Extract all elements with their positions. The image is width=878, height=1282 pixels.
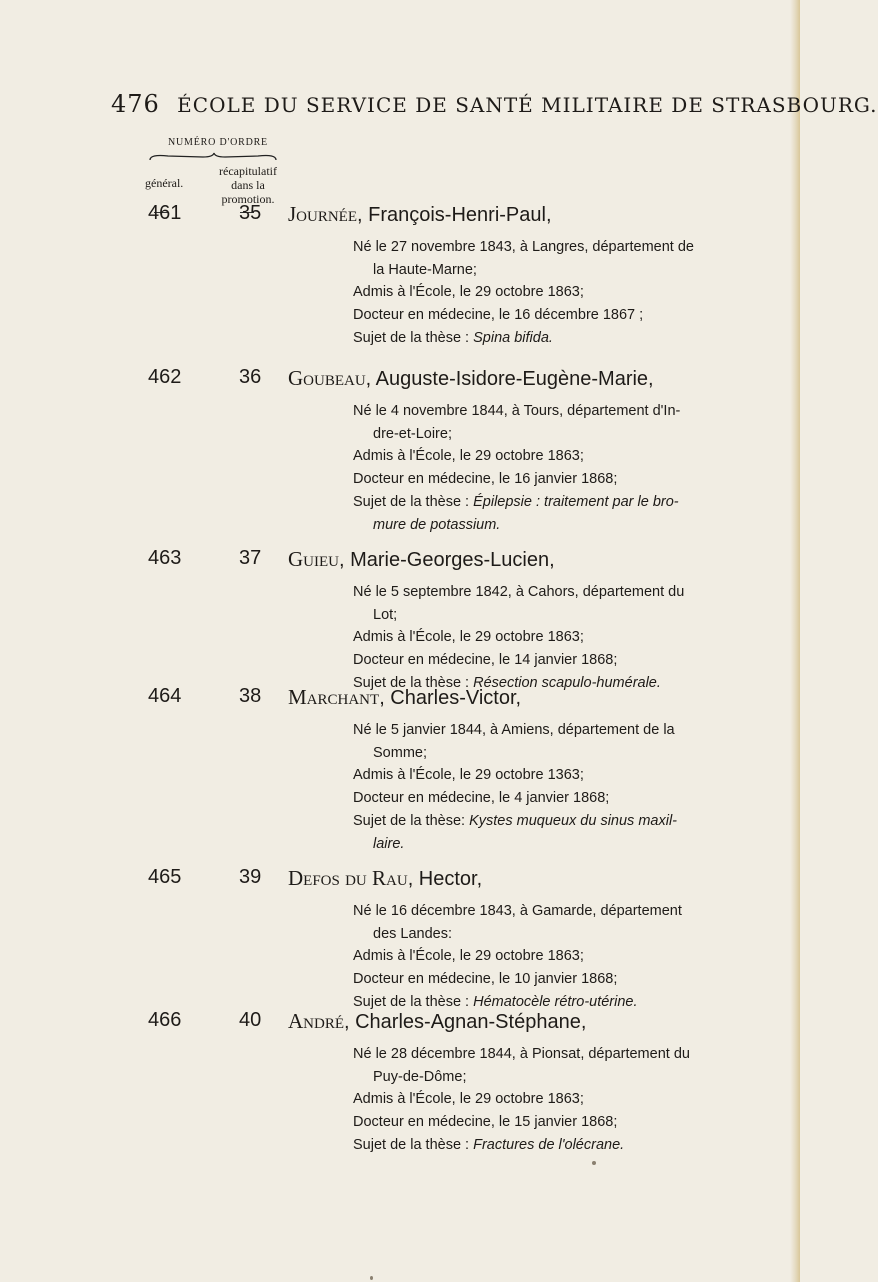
entry-details bbox=[353, 236, 743, 350]
surname: Guieu bbox=[288, 547, 339, 571]
thesis-line bbox=[353, 327, 743, 350]
detail-line: des Landes: bbox=[373, 925, 453, 942]
entry-details bbox=[353, 719, 743, 855]
promotion-number: 40 bbox=[239, 1009, 262, 1031]
detail-line: Docteur en médecine, le 16 décembre 1867 ; bbox=[353, 307, 644, 324]
ink-speck bbox=[370, 1276, 373, 1280]
thesis-line bbox=[353, 1134, 743, 1157]
ink-speck bbox=[592, 1161, 596, 1165]
given-names: , Charles-Victor, bbox=[379, 687, 522, 709]
given-names: , Charles-Agnan-Stéphane, bbox=[344, 1011, 587, 1033]
page-number: 476 bbox=[111, 90, 160, 118]
column-promotion-line: promotion. bbox=[221, 192, 275, 206]
detail-line: Docteur en médecine, le 4 janvier 1868; bbox=[353, 790, 610, 807]
general-number: 462 bbox=[148, 366, 182, 388]
column-group-heading: NUMÉRO D'ORDRE bbox=[168, 137, 268, 148]
general-number: 465 bbox=[148, 866, 182, 888]
detail-line: Admis à l'École, le 29 octobre 1863; bbox=[353, 284, 584, 301]
promotion-number: 37 bbox=[239, 547, 262, 569]
general-number: 466 bbox=[148, 1009, 182, 1031]
thesis-prefix: Sujet de la thèse: bbox=[353, 812, 470, 829]
detail-line: Né le 16 décembre 1843, à Gamarde, département bbox=[353, 903, 682, 919]
detail-line: Né le 5 septembre 1842, à Cahors, département du bbox=[353, 584, 685, 600]
detail-line: Somme; bbox=[373, 744, 427, 761]
detail-line: Admis à l'École, le 29 octobre 1863; bbox=[353, 448, 584, 465]
detail-line: Docteur en médecine, le 14 janvier 1868; bbox=[353, 652, 618, 669]
person-name bbox=[288, 1009, 586, 1034]
thesis-line bbox=[353, 491, 743, 514]
detail-line: dre-et-Loire; bbox=[373, 425, 452, 442]
thesis-prefix: Sujet de la thèse : bbox=[353, 493, 474, 510]
promotion-number: 36 bbox=[239, 366, 262, 388]
column-promotion-line: récapitulatif bbox=[219, 164, 277, 178]
thesis-prefix: Sujet de la thèse : bbox=[353, 674, 474, 691]
promotion-number: 39 bbox=[239, 866, 262, 888]
entry-details bbox=[353, 1043, 743, 1157]
column-general: général. bbox=[145, 176, 184, 190]
detail-line: Né le 4 novembre 1844, à Tours, département d'In- bbox=[353, 403, 681, 419]
detail-line: Admis à l'École, le 29 octobre 1863; bbox=[353, 948, 584, 965]
entry-details bbox=[353, 400, 743, 536]
person-name bbox=[288, 547, 555, 572]
detail-line: Né le 28 décembre 1844, à Pionsat, département du bbox=[353, 1046, 690, 1062]
page-edge bbox=[790, 0, 800, 1282]
thesis-title: Kystes muqueux du sinus maxil- bbox=[469, 812, 677, 829]
detail-line: la Haute-Marne; bbox=[373, 261, 477, 278]
surname: Defos du Rau bbox=[288, 866, 408, 890]
detail-line: Admis à l'École, le 29 octobre 1363; bbox=[353, 767, 584, 784]
surname: André bbox=[288, 1009, 344, 1033]
given-names: , Hector, bbox=[407, 868, 483, 890]
detail-line: Puy-de-Dôme; bbox=[373, 1068, 467, 1085]
detail-line: Né le 27 novembre 1843, à Langres, département de bbox=[353, 239, 694, 255]
running-head bbox=[111, 90, 878, 118]
surname: Goubeau bbox=[288, 366, 366, 390]
thesis-title: Résection scapulo-humérale. bbox=[473, 674, 661, 691]
column-promotion bbox=[208, 164, 288, 206]
thesis-title: Hématocèle rétro-utérine. bbox=[473, 993, 638, 1010]
promotion-number: 35 bbox=[239, 202, 262, 224]
given-names: , Auguste-Isidore-Eugène-Marie, bbox=[365, 368, 654, 390]
entry-details bbox=[353, 581, 743, 695]
detail-line: Docteur en médecine, le 15 janvier 1868; bbox=[353, 1114, 618, 1131]
detail-line: Lot; bbox=[373, 606, 398, 623]
thesis-prefix: Sujet de la thèse : bbox=[353, 1136, 474, 1153]
detail-line: Docteur en médecine, le 10 janvier 1868; bbox=[353, 971, 618, 988]
thesis-title: Spina bifida. bbox=[473, 329, 553, 346]
thesis-prefix: Sujet de la thèse : bbox=[353, 993, 474, 1010]
general-number: 464 bbox=[148, 685, 182, 707]
entry-details bbox=[353, 900, 743, 1014]
detail-line: Né le 5 janvier 1844, à Amiens, département de la bbox=[353, 722, 675, 738]
person-name bbox=[288, 866, 482, 891]
thesis-line bbox=[353, 810, 743, 833]
column-brace bbox=[148, 152, 278, 162]
general-number: 461 bbox=[148, 202, 182, 224]
thesis-title: Fractures de l'olécrane. bbox=[473, 1136, 625, 1153]
person-name bbox=[288, 366, 654, 391]
surname: Marchant bbox=[288, 685, 380, 709]
promotion-number: 38 bbox=[239, 685, 262, 707]
person-name bbox=[288, 202, 552, 227]
person-name bbox=[288, 685, 521, 710]
thesis-prefix: Sujet de la thèse : bbox=[353, 329, 474, 346]
thesis-title: Épilepsie : traitement par le bro- bbox=[473, 493, 679, 510]
given-names: , Marie-Georges-Lucien, bbox=[339, 549, 555, 571]
thesis-title-continued: mure de potassium. bbox=[373, 516, 501, 533]
detail-line: Admis à l'École, le 29 octobre 1863; bbox=[353, 629, 584, 646]
page-title: ÉCOLE DU SERVICE DE SANTÉ MILITAIRE DE STRASBOURG. bbox=[177, 93, 878, 117]
thesis-title-continued: laire. bbox=[373, 835, 405, 852]
given-names: , François-Henri-Paul, bbox=[357, 204, 552, 226]
detail-line: Docteur en médecine, le 16 janvier 1868; bbox=[353, 471, 618, 488]
surname: Journée bbox=[288, 202, 357, 226]
detail-line: Admis à l'École, le 29 octobre 1863; bbox=[353, 1091, 584, 1108]
general-number: 463 bbox=[148, 547, 182, 569]
column-promotion-line: dans la bbox=[231, 178, 265, 192]
